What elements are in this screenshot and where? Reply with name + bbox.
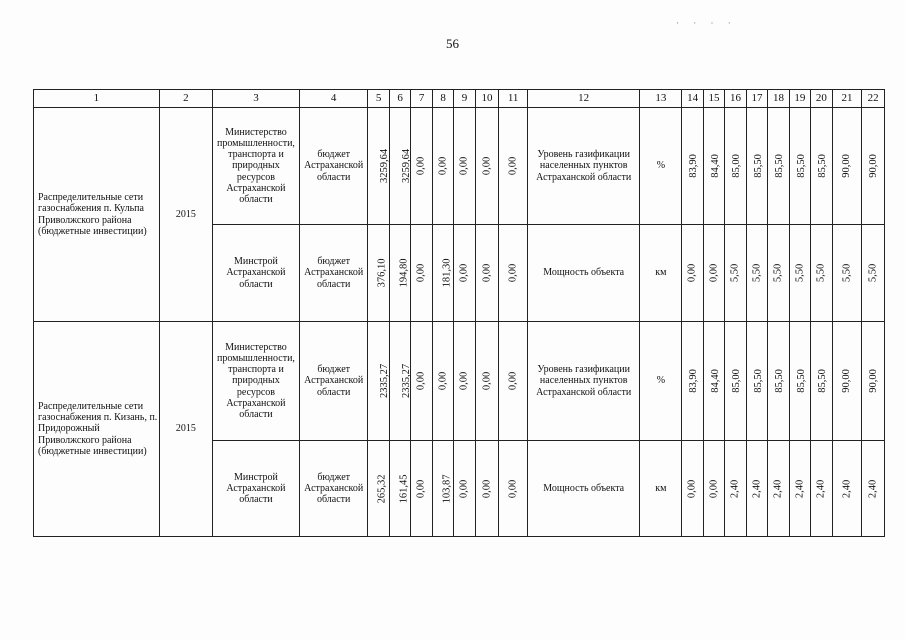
header-cell: 8: [432, 90, 453, 108]
target-cell: [862, 108, 885, 225]
header-cell: 14: [682, 90, 703, 108]
value-cell: [389, 108, 413, 225]
target-cell: [703, 108, 724, 225]
value-text: 0,00: [507, 371, 519, 391]
value-text: 194,80: [398, 258, 410, 288]
header-cell: 5: [368, 90, 389, 108]
target-text: 90,00: [841, 154, 853, 178]
target-text: 2,40: [841, 479, 853, 498]
target-text: 85,50: [774, 369, 786, 393]
target-cell: [832, 108, 862, 225]
header-cell: 11: [499, 90, 528, 108]
value-text: 161,45: [398, 474, 410, 503]
target-text: 85,50: [817, 154, 829, 178]
value-cell: [432, 225, 453, 322]
value-text: 265,32: [377, 474, 388, 503]
target-text: 2,40: [772, 479, 784, 498]
header-cell: 7: [411, 90, 432, 108]
value-text: 0,00: [481, 156, 493, 176]
value-cell: [475, 441, 499, 537]
target-text: 2,40: [729, 479, 741, 498]
value-text: 0,00: [415, 156, 427, 176]
unit-cell: %: [640, 108, 682, 225]
value-text: 0,00: [415, 263, 427, 283]
value-text: 103,87: [441, 474, 453, 503]
target-text: 85,50: [795, 369, 807, 393]
target-text: 83,90: [688, 154, 700, 178]
target-cell: [682, 441, 703, 537]
header-row: [34, 90, 885, 108]
unit-cell: км: [640, 225, 682, 322]
value-cell: [432, 441, 453, 537]
value-text: 0,00: [507, 263, 519, 283]
value-text: 2335,27: [379, 363, 391, 399]
target-text: 5,50: [794, 263, 806, 283]
target-text: 2,40: [751, 479, 763, 498]
value-cell: [475, 322, 499, 441]
target-cell: [862, 441, 885, 537]
target-text: 0,00: [708, 263, 720, 283]
target-cell: [725, 108, 746, 225]
target-cell: [832, 322, 862, 441]
target-cell: [832, 441, 862, 537]
value-cell: [368, 322, 389, 441]
target-cell: [789, 441, 810, 537]
header-cell: 15: [703, 90, 724, 108]
value-text: 0,00: [507, 156, 519, 176]
target-cell: [746, 225, 767, 322]
value-text: 2335,27: [401, 363, 413, 399]
table-row: [34, 108, 885, 225]
target-cell: [768, 322, 789, 441]
target-cell: [768, 108, 789, 225]
target-cell: [789, 225, 810, 322]
header-cell: 19: [789, 90, 810, 108]
target-cell: [811, 322, 832, 441]
value-text: 3259,64: [379, 148, 391, 184]
value-cell: [454, 441, 475, 537]
value-text: 376,10: [377, 258, 388, 288]
value-text: 0,00: [458, 371, 470, 391]
target-cell: [862, 225, 885, 322]
target-cell: [789, 108, 810, 225]
header-cell: 21: [832, 90, 862, 108]
target-text: 2,40: [815, 479, 827, 498]
target-text: 0,00: [686, 479, 698, 498]
target-cell: [725, 441, 746, 537]
investment-table: [33, 89, 885, 537]
header-cell: 3: [212, 90, 299, 108]
unit-cell: км: [640, 441, 682, 537]
executor-cell: Министерство промышленности, транспорта и природных ресурсов Астраханской области: [212, 322, 299, 441]
target-cell: [682, 108, 703, 225]
value-text: 0,00: [481, 371, 493, 391]
value-cell: [499, 322, 528, 441]
value-text: 0,00: [415, 479, 427, 498]
target-text: 84,40: [709, 154, 721, 178]
funding-source-cell: бюджет Астраханской области: [299, 322, 368, 441]
value-cell: [454, 108, 475, 225]
value-cell: [389, 441, 410, 537]
executor-cell: Минстрой Астраханской области: [212, 225, 299, 322]
value-text: 0,00: [437, 156, 449, 176]
value-text: 0,00: [458, 156, 470, 176]
executor-cell: Министерство промышленности, транспорта и природных ресурсов Астраханской области: [212, 108, 299, 225]
target-cell: [746, 322, 767, 441]
target-text: 85,50: [774, 154, 786, 178]
target-text: 85,50: [817, 369, 829, 393]
indicator-cell: Уровень газификации населенных пунктов Астраханской области: [527, 322, 640, 441]
target-text: 5,50: [772, 263, 784, 283]
executor-cell: Минстрой Астраханской области: [212, 441, 299, 537]
target-cell: [682, 322, 703, 441]
year-cell: 2015: [159, 322, 212, 537]
header-cell: 22: [862, 90, 885, 108]
target-text: 2,40: [867, 479, 879, 498]
target-cell: [703, 441, 724, 537]
header-cell: 10: [475, 90, 499, 108]
target-cell: [832, 225, 862, 322]
value-text: 0,00: [437, 371, 449, 391]
target-text: 2,40: [794, 479, 806, 498]
value-text: 0,00: [458, 263, 470, 283]
value-cell: [389, 322, 413, 441]
page-number: 56: [446, 36, 459, 51]
value-text: 0,00: [507, 479, 519, 498]
target-text: 85,50: [752, 154, 764, 178]
target-cell: [703, 225, 724, 322]
target-cell: [768, 441, 789, 537]
value-cell: [411, 225, 432, 322]
value-text: 3259,64: [401, 148, 413, 184]
header-cell: 16: [725, 90, 746, 108]
value-cell: [475, 108, 499, 225]
header-cell: 17: [746, 90, 767, 108]
value-cell: [368, 225, 389, 322]
value-cell: [368, 441, 389, 537]
value-cell: [411, 108, 432, 225]
value-cell: [368, 108, 389, 225]
target-cell: [811, 225, 832, 322]
scan-artifact-marks: · · · ·: [676, 18, 737, 28]
header-cell: 18: [768, 90, 789, 108]
target-cell: [746, 441, 767, 537]
header-cell: 1: [34, 90, 160, 108]
value-cell: [454, 322, 475, 441]
table-row: [34, 322, 885, 441]
value-cell: [499, 108, 528, 225]
header-cell: 4: [299, 90, 368, 108]
funding-source-cell: бюджет Астраханской области: [299, 108, 368, 225]
header-cell: 2: [159, 90, 212, 108]
target-cell: [811, 108, 832, 225]
funding-source-cell: бюджет Астраханской области: [299, 441, 368, 537]
header-cell: 6: [389, 90, 410, 108]
value-text: 0,00: [481, 479, 493, 498]
value-cell: [411, 441, 432, 537]
value-cell: [454, 225, 475, 322]
unit-cell: %: [640, 322, 682, 441]
target-text: 90,00: [841, 369, 853, 393]
object-name-cell: Распределительные сети газоснабжения п. Кизань, п. Придорожный Приволжского района (бюджетные инвестиции): [34, 322, 160, 537]
value-cell: [432, 108, 453, 225]
target-text: 85,50: [752, 369, 764, 393]
indicator-cell: Уровень газификации населенных пунктов Астраханской области: [527, 108, 640, 225]
target-text: 84,40: [709, 369, 721, 393]
indicator-cell: Мощность объекта: [527, 441, 640, 537]
target-text: 5,50: [867, 263, 879, 283]
target-cell: [862, 322, 885, 441]
indicator-cell: Мощность объекта: [527, 225, 640, 322]
header-cell: 20: [811, 90, 832, 108]
target-cell: [725, 225, 746, 322]
target-cell: [725, 322, 746, 441]
target-text: 0,00: [686, 263, 698, 283]
value-text: 0,00: [458, 479, 470, 498]
target-text: 5,50: [751, 263, 763, 283]
value-cell: [499, 225, 528, 322]
header-cell: 9: [454, 90, 475, 108]
value-cell: [499, 441, 528, 537]
target-text: 0,00: [708, 479, 720, 498]
object-name-cell: Распределительные сети газоснабжения п. Кульпа Приволжского района (бюджетные инвестиции): [34, 108, 160, 322]
target-cell: [789, 322, 810, 441]
target-cell: [682, 225, 703, 322]
target-text: 5,50: [729, 263, 741, 283]
header-cell: 13: [640, 90, 682, 108]
target-cell: [811, 441, 832, 537]
target-cell: [703, 322, 724, 441]
funding-source-cell: бюджет Астраханской области: [299, 225, 368, 322]
target-cell: [768, 225, 789, 322]
target-text: 85,00: [731, 369, 743, 393]
target-text: 85,00: [731, 154, 743, 178]
target-text: 5,50: [841, 263, 853, 283]
value-cell: [411, 322, 432, 441]
year-cell: 2015: [159, 108, 212, 322]
target-text: 83,90: [688, 369, 700, 393]
value-text: 0,00: [415, 371, 427, 391]
value-text: 0,00: [481, 263, 493, 283]
target-text: 90,00: [868, 369, 880, 393]
target-text: 5,50: [815, 263, 827, 283]
header-cell: 12: [527, 90, 640, 108]
value-cell: [389, 225, 410, 322]
target-cell: [746, 108, 767, 225]
value-cell: [475, 225, 499, 322]
target-text: 85,50: [795, 154, 807, 178]
target-text: 90,00: [868, 154, 880, 178]
value-text: 181,30: [441, 258, 453, 288]
value-cell: [432, 322, 453, 441]
